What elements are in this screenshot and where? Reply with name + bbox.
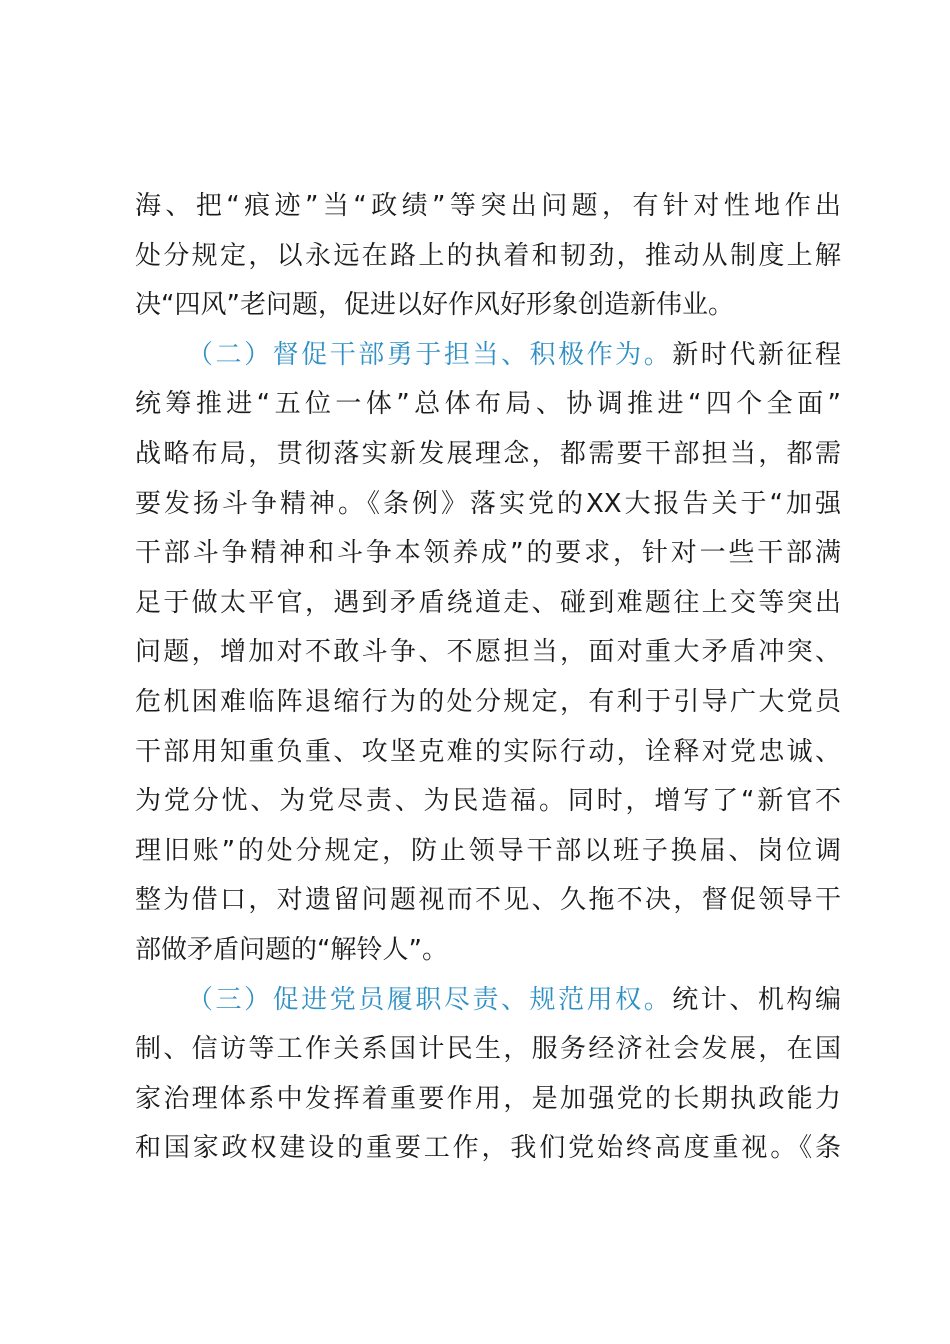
text-line: 处分规定，以永远在路上的执着和韧劲，推动从制度上解	[135, 240, 841, 271]
section-heading-2: （二）督促干部勇于担当、积极作为。	[187, 339, 673, 370]
text-line	[135, 331, 841, 381]
paragraph-3	[135, 976, 841, 1174]
text-line: 问题，增加对不敢斗争、不愿担当，面对重大矛盾冲突、	[135, 637, 841, 668]
paragraph-2	[135, 331, 841, 976]
text-line: 整为借口，对遗留问题视而不见、久拖不决，督促领导干	[135, 885, 841, 916]
text-line: 干部斗争精神和斗争本领养成”的要求，针对一些干部满	[135, 538, 841, 569]
text-line: 足于做太平官，遇到矛盾绕道走、碰到难题往上交等突出	[135, 587, 841, 618]
text-line-rest: 统计、机构编	[672, 984, 841, 1015]
text-line: 部做矛盾问题的“解铃人”。	[135, 934, 448, 965]
document-body	[135, 182, 841, 1174]
text-line: 危机困难临阵退缩行为的处分规定，有利于引导广大党员	[135, 686, 841, 717]
text-line-rest: 新时代新征程	[672, 339, 841, 370]
text-line: 要发扬斗争精神。《条例》落实党的XX大报告关于“加强	[135, 488, 841, 519]
section-heading-3: （三）促进党员履职尽责、规范用权。	[187, 984, 673, 1015]
text-line: 统筹推进“五位一体”总体布局、协调推进“四个全面”	[135, 389, 841, 420]
text-line: 制、信访等工作关系国计民生，服务经济社会发展，在国	[135, 1034, 841, 1065]
text-line: 决“四风”老问题，促进以好作风好形象创造新伟业。	[135, 290, 734, 321]
text-line: 家治理体系中发挥着重要作用，是加强党的长期执政能力	[135, 1083, 841, 1114]
text-line: 为党分忧、为党尽责、为民造福。同时，增写了“新官不	[135, 786, 841, 817]
text-line: 和国家政权建设的重要工作，我们党始终高度重视。《条	[135, 1133, 841, 1164]
text-line	[135, 976, 841, 1026]
text-line: 海、把“痕迹”当“政绩”等突出问题，有针对性地作出	[135, 191, 841, 221]
text-line: 理旧账”的处分规定，防止领导干部以班子换届、岗位调	[135, 835, 841, 866]
paragraph-1	[135, 182, 841, 331]
text-line: 战略布局，贯彻落实新发展理念，都需要干部担当，都需	[135, 438, 841, 469]
text-line: 干部用知重负重、攻坚克难的实际行动，诠释对党忠诚、	[135, 736, 841, 767]
